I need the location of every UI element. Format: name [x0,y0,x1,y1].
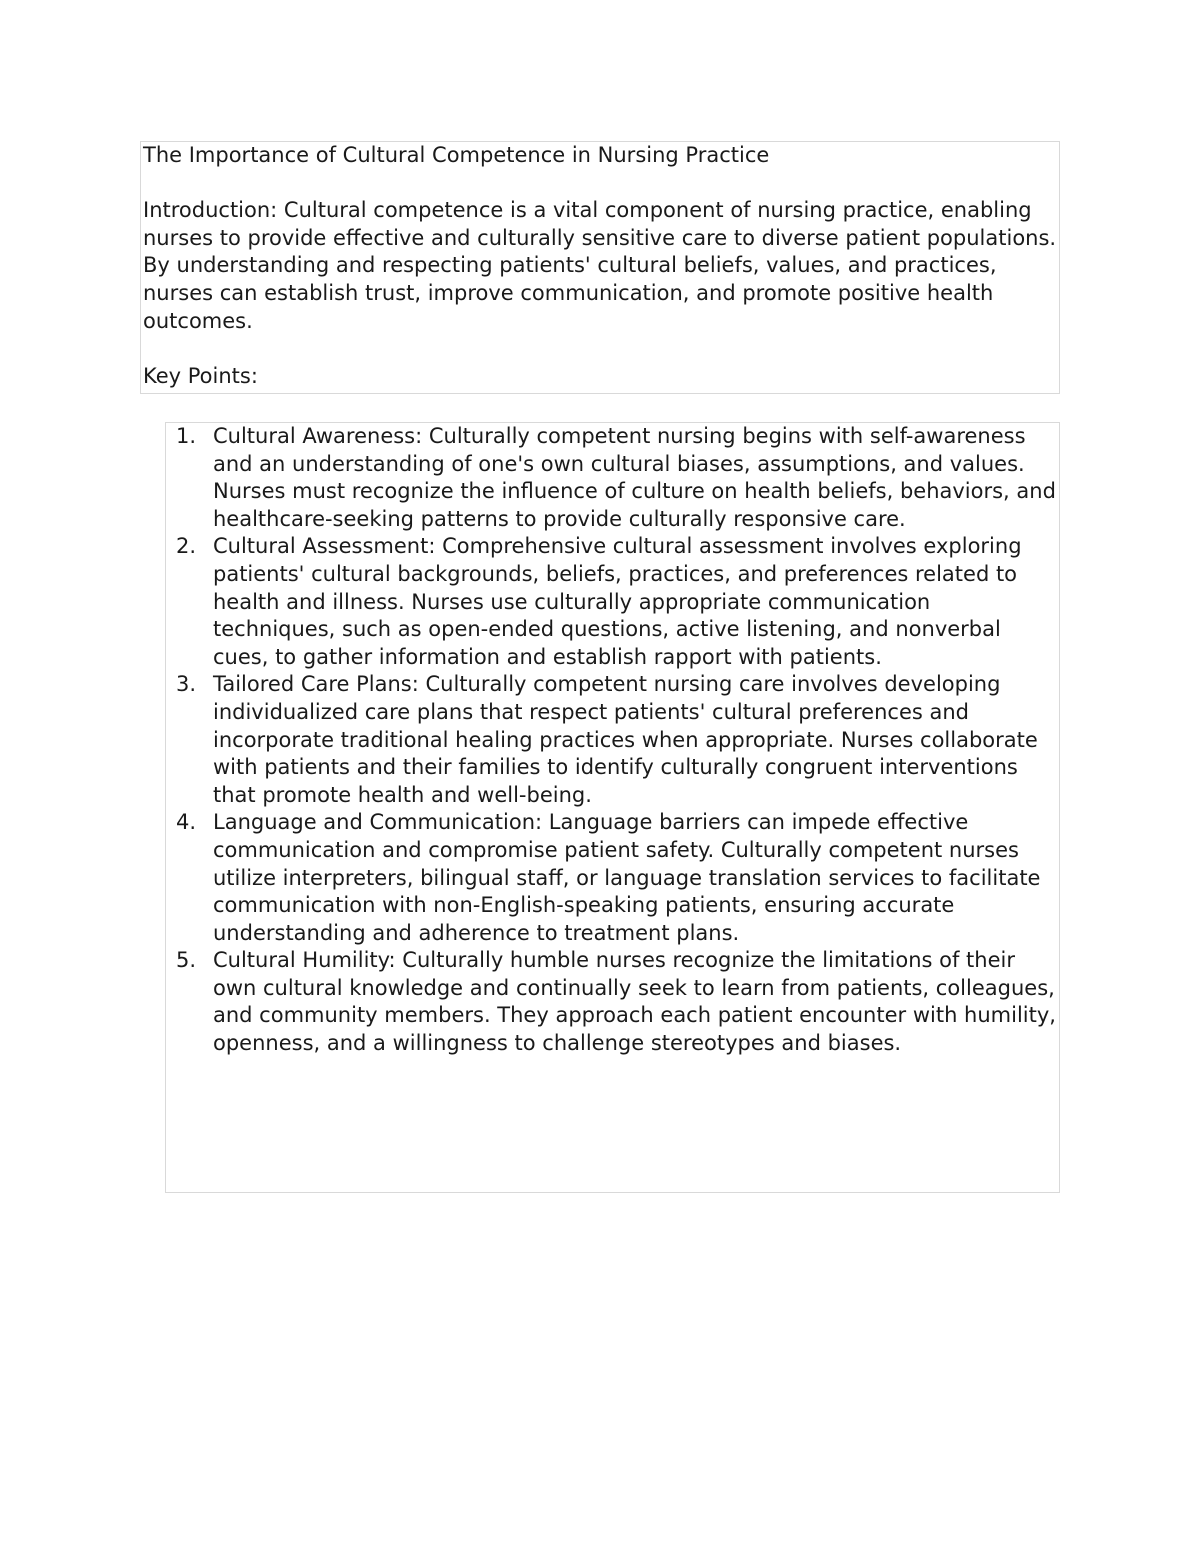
document-title: The Importance of Cultural Competence in Nursing Practice [143,143,770,167]
list-item-number: 5. [176,948,197,973]
list-item-text: Cultural Humility: Culturally humble nurses recognize the limitations of their own cultural knowledge and continually seek to learn from patients, colleagues, and community members. They approach each patient encounter with humility, openness, and a willingness to challenge stereotypes and biases. [213,948,1056,1056]
list-item [166,671,1059,809]
list-item-number: 2. [176,534,197,559]
spacer [143,335,1059,363]
list-item-text: Tailored Care Plans: Culturally competent nursing care involves developing individualized care plans that respect patients' cultural preferences and incorporate traditional healing practices when appropriate. Nurses collaborate with patients and their families to identify culturally congruent interventions that promote health and well-being. [213,672,1038,807]
intro-section [140,141,1060,394]
list-item-number: 1. [176,424,197,448]
list-item-text: Cultural Awareness: Culturally competent nursing begins with self-awareness and an understanding of one's own cultural biases, assumptions, and values. Nurses must recognize the influence of culture on health beliefs, behaviors, and healthcare-seeking patterns to provide culturally responsive care. [213,424,1056,531]
key-points-section [165,422,1060,1193]
introduction-paragraph: Introduction: Cultural competence is a vital component of nursing practice, enabling nurses to provide effective and culturally sensitive care to diverse patient populations. By understanding and respecting patients' cultural beliefs, values, and practices, nurses can establish trust, improve communication, and promote positive health outcomes. [143,198,1057,333]
list-item [166,947,1059,1057]
list-item-text: Cultural Assessment: Comprehensive cultural assessment involves exploring patients' cultural backgrounds, beliefs, practices, and preferences related to health and illness. Nurses use culturally appropriate communication techniques, such as open-ended questions, active listening, and nonverbal cues, to gather information and establish rapport with patients. [213,534,1022,669]
list-item [166,423,1059,533]
key-points-list [166,423,1059,1058]
list-item-text: Language and Communication: Language barriers can impede effective communication and compromise patient safety. Culturally competent nurses utilize interpreters, bilingual staff, or language translation services to facilitate communication with non-English-speaking patients, ensuring accurate understanding and adherence to treatment plans. [213,810,1041,945]
list-item [166,809,1059,947]
list-item-number: 3. [176,672,197,697]
list-item [166,533,1059,671]
list-item-number: 4. [176,810,197,835]
key-points-heading: Key Points: [143,363,258,388]
spacer [143,170,1059,198]
